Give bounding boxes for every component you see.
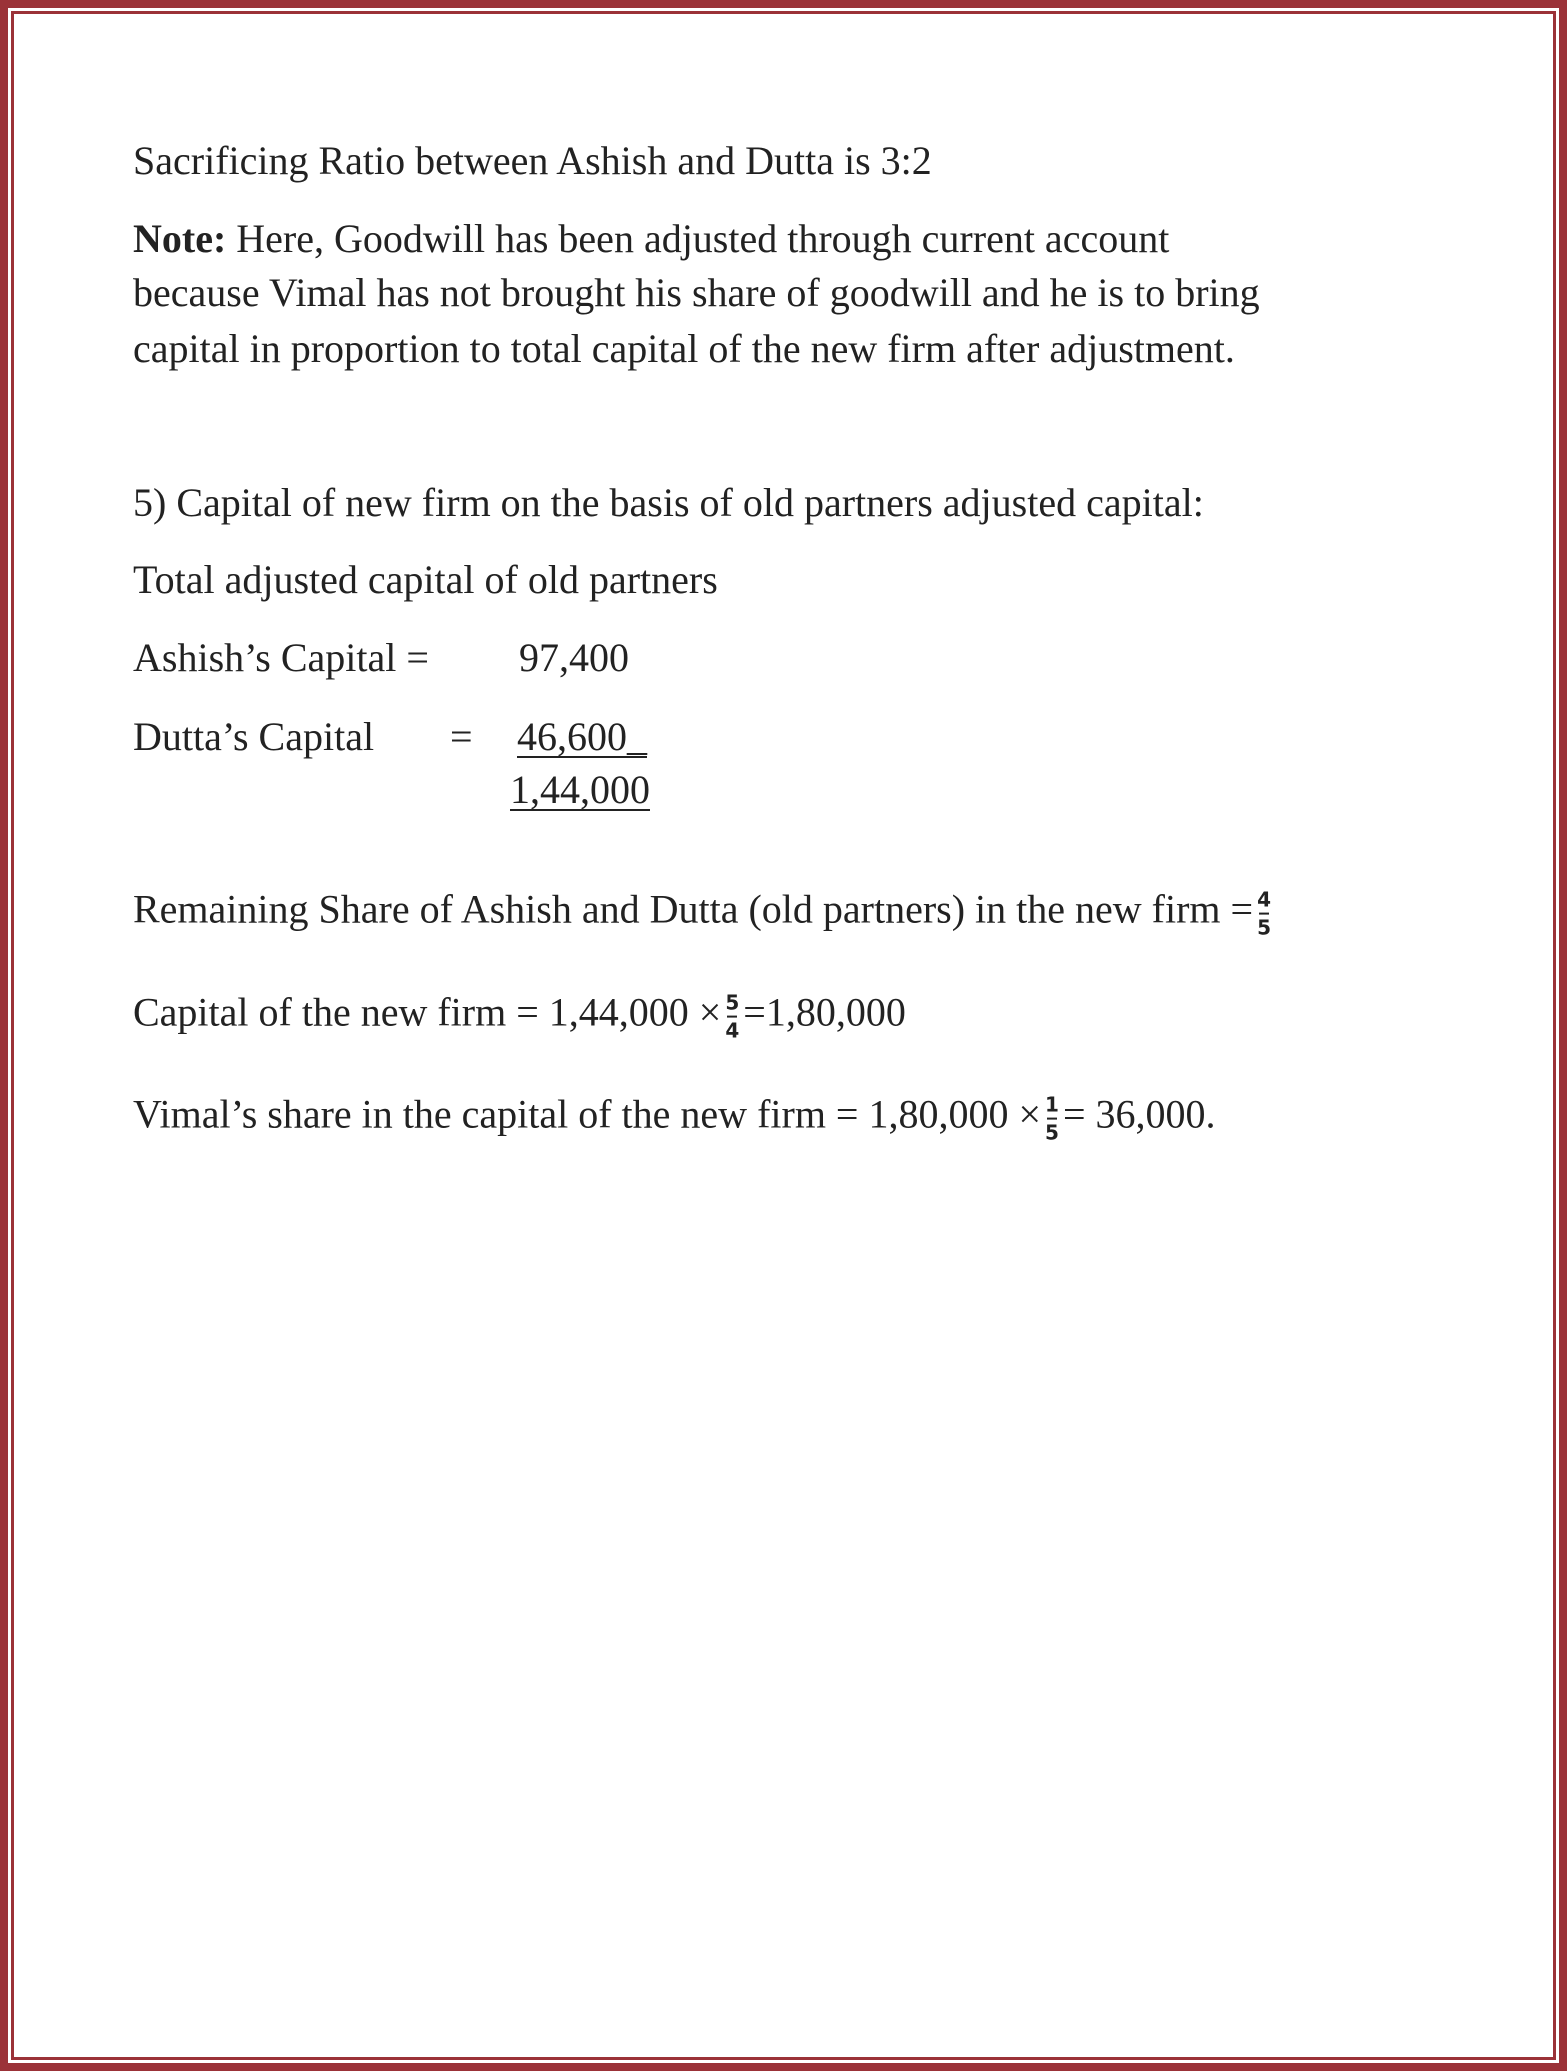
numerator: 5: [725, 990, 740, 1015]
denominator: 4: [725, 1018, 740, 1043]
ashish-capital-value: 97,400: [519, 635, 629, 680]
dutta-capital-equals: =: [450, 714, 473, 759]
sacrificing-ratio-text: Sacrificing Ratio between Ashish and Dutta is 3:2: [133, 138, 932, 183]
section-5-subheading: Total adjusted capital of old partners: [133, 557, 718, 602]
fraction-1-5: [1045, 1093, 1059, 1143]
fraction-5-4: [725, 991, 739, 1041]
capital-new-firm-result: =1,80,000: [743, 989, 906, 1035]
capital-new-firm-text: Capital of the new firm = 1,44,000 ×: [133, 989, 722, 1035]
denominator: 5: [1257, 915, 1272, 940]
remaining-share-line: [133, 886, 1275, 939]
remaining-share-text: Remaining Share of Ashish and Dutta (old partners) in the new firm =: [133, 886, 1254, 932]
note-line-2: because Vimal has not brought his share of goodwill and he is to bring: [133, 270, 1260, 315]
denominator: 5: [1045, 1120, 1059, 1145]
dutta-capital-value: 46,600_: [517, 714, 647, 759]
vimal-share-line: [133, 1091, 1216, 1144]
section-5-heading: 5) Capital of new firm on the basis of old partners adjusted capital:: [133, 480, 1204, 525]
total-capital-value: 1,44,000: [510, 767, 650, 812]
ashish-capital-label: Ashish’s Capital =: [133, 635, 429, 680]
vimal-share-result: = 36,000.: [1062, 1091, 1216, 1137]
note-line-3: capital in proportion to total capital of the new firm after adjustment.: [133, 326, 1235, 371]
dutta-capital-label: Dutta’s Capital: [133, 714, 375, 759]
fraction-4-5: [1257, 888, 1271, 938]
note-text: Here, Goodwill has been adjusted through current account: [226, 216, 1170, 261]
numerator: 1: [1045, 1092, 1059, 1117]
note-line-1: [133, 215, 1169, 263]
vimal-share-text: Vimal’s share in the capital of the new firm = 1,80,000 ×: [133, 1091, 1042, 1137]
numerator: 4: [1257, 887, 1272, 912]
capital-new-firm-line: [133, 989, 906, 1042]
note-label: Note:: [133, 216, 227, 261]
